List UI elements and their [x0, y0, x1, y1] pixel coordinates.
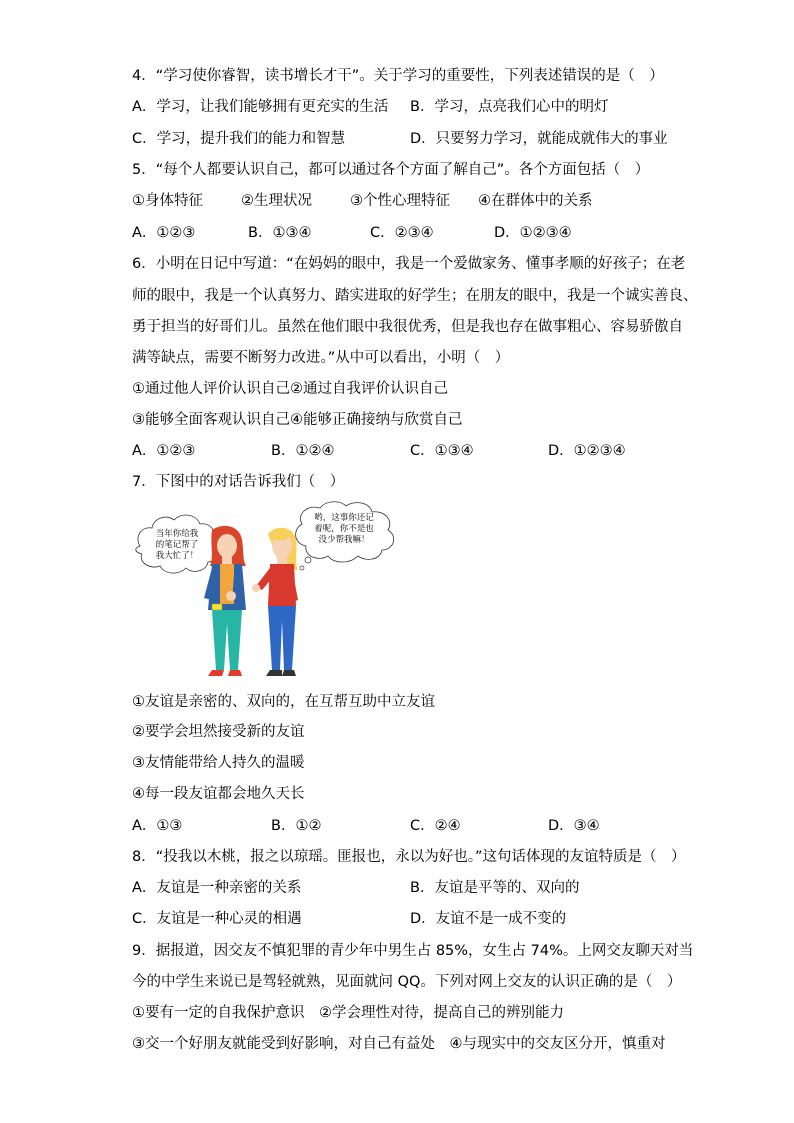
q7-option-c[interactable]: C．②④	[410, 818, 461, 834]
q5-option-d[interactable]: D．①②③④	[494, 225, 572, 241]
q5-item-1: ①身体特征	[132, 193, 203, 209]
q5-option-b[interactable]: B．①③④	[248, 225, 312, 241]
right-bubble-line-1: 哟，这事你还记	[314, 513, 374, 523]
q7-option-d[interactable]: D．③④	[548, 818, 600, 834]
q4-option-d[interactable]: D．只要努力学习，就能成就伟大的事业	[410, 131, 668, 147]
right-bubble-line-3: 没少帮我嘛！	[318, 535, 370, 545]
q6-stem-line-3: 勇于担当的好哥们儿。虽然在他们眼中我很优秀，但是我也存在做事粗心、容易骄傲自	[132, 319, 683, 335]
q6-item-line-2: ③能够全面客观认识自己④能够正确接纳与欣赏自己	[132, 412, 463, 428]
q4-option-a[interactable]: A．学习，让我们能够拥有更充实的生活	[132, 99, 389, 115]
q5-item-3: ③个性心理特征	[350, 193, 450, 209]
q7-option-b[interactable]: B．①②	[271, 818, 322, 834]
q6-stem-line-1: 6．小明在日记中写道：“在妈妈的眼中，我是一个爱做家务、懂事孝顺的好孩子；在老	[132, 256, 686, 272]
left-bubble-line-2: 的笔记帮了	[155, 540, 199, 550]
right-bubble-line-2: 着呢，你不是也	[314, 524, 374, 534]
q5-stem: 5．“每个人都要认识自己，都可以通过各个方面了解自己”。各个方面包括（ ）	[132, 162, 650, 178]
q9-stem-line-2: 今的中学生来说已是驾轻就熟，见面就问 QQ。下列对网上交友的认识正确的是（ ）	[132, 974, 682, 990]
q4-stem: 4．“学习使你睿智，读书增长才干”。关于学习的重要性，下列表述错误的是（ ）	[132, 68, 664, 84]
q9-item-line-1: ①要有一定的自我保护意识 ②学会理性对待，提高自己的辨别能力	[132, 1005, 564, 1021]
q8-option-d[interactable]: D．友谊不是一成不变的	[410, 911, 567, 927]
left-bubble-line-3: 我大忙了！	[155, 551, 199, 561]
q8-option-b[interactable]: B．友谊是平等的、双向的	[410, 880, 580, 896]
q6-option-a[interactable]: A．①②③	[132, 443, 196, 459]
q6-stem-line-4: 满等缺点，需要不断努力改进。”从中可以看出，小明（ ）	[132, 350, 510, 366]
q8-option-a[interactable]: A．友谊是一种亲密的关系	[132, 880, 302, 896]
q4-option-c[interactable]: C．学习，提升我们的能力和智慧	[132, 131, 346, 147]
q7-dialogue-illustration	[132, 500, 404, 682]
right-speech-bubble	[296, 502, 394, 570]
girl-right-figure	[252, 528, 298, 676]
q5-option-a[interactable]: A．①②③	[132, 225, 196, 241]
q6-option-c[interactable]: C．①③④	[410, 443, 474, 459]
q5-item-2: ②生理状况	[241, 193, 312, 209]
left-bubble-line-1: 当年你给我	[155, 529, 199, 539]
q6-option-b[interactable]: B．①②④	[271, 443, 335, 459]
q8-option-c[interactable]: C．友谊是一种心灵的相遇	[132, 911, 302, 927]
q7-stem: 7．下图中的对话告诉我们（ ）	[132, 474, 345, 490]
q6-stem-line-2: 师的眼中，我是一个认真努力、踏实进取的好学生；在朋友的眼中，我是一个诚实善良、	[132, 288, 698, 304]
q8-stem: 8．“投我以木桃，报之以琼瑶。匪报也，永以为好也。”这句话体现的友谊特质是（ ）	[132, 849, 686, 865]
q7-item-2: ②要学会坦然接受新的友谊	[132, 724, 305, 740]
q6-item-line-1: ①通过他人评价认识自己②通过自我评价认识自己	[132, 381, 448, 397]
q7-option-a[interactable]: A．①③	[132, 818, 183, 834]
q5-option-c[interactable]: C．②③④	[370, 225, 434, 241]
q9-stem-line-1: 9．据报道，因交友不慎犯罪的青少年中男生占 85%，女生占 74%。上网交友聊天对当	[132, 943, 694, 959]
q5-item-4: ④在群体中的关系	[478, 193, 593, 209]
left-speech-bubble	[136, 515, 224, 576]
q7-item-3: ③友情能带给人持久的温暖	[132, 755, 305, 771]
q7-item-1: ①友谊是亲密的、双向的，在互帮互助中立友谊	[132, 694, 435, 710]
q4-option-b[interactable]: B．学习，点亮我们心中的明灯	[410, 99, 609, 115]
q6-option-d[interactable]: D．①②③④	[548, 443, 626, 459]
q7-item-4: ④每一段友谊都会地久天长	[132, 786, 305, 802]
q9-item-line-2: ③交一个好朋友就能受到好影响，对自己有益处 ④与现实中的交友区分开，慎重对	[132, 1036, 666, 1052]
